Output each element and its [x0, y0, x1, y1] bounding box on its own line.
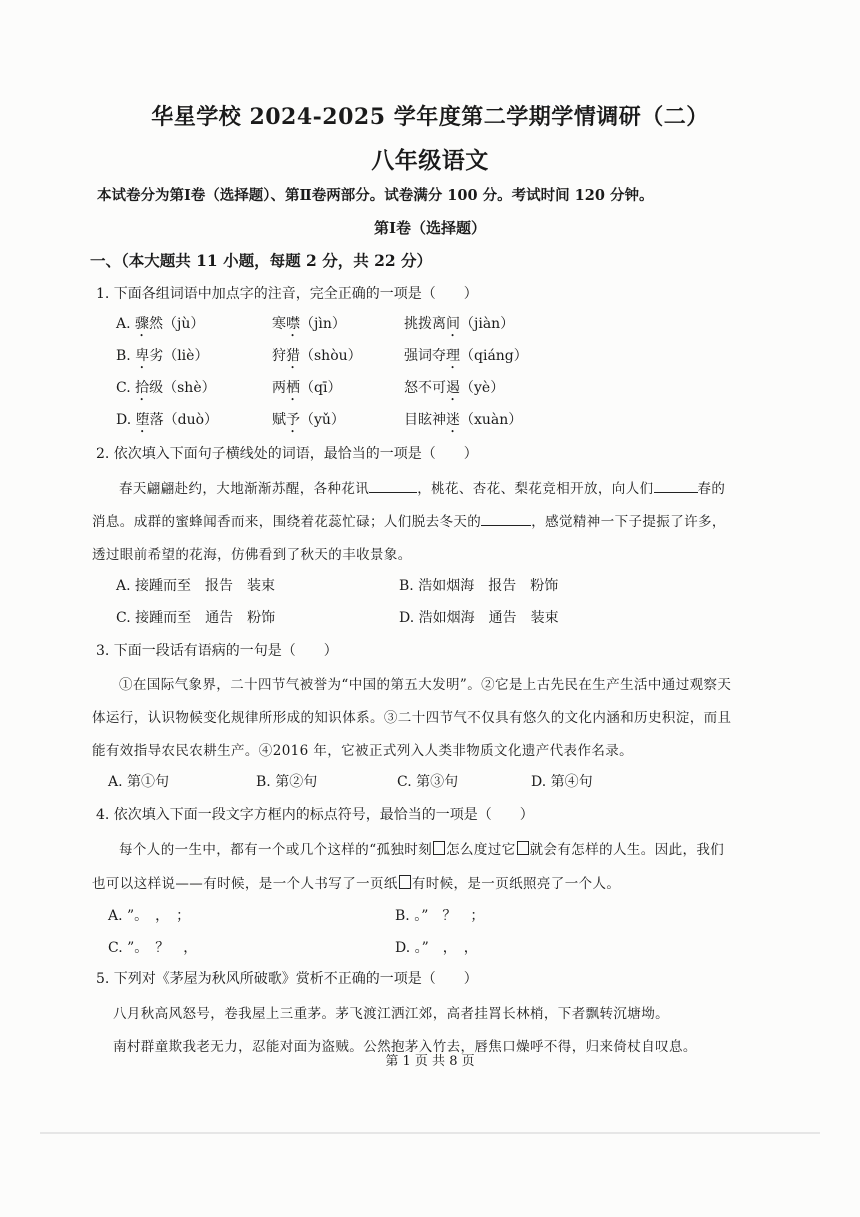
passage-text: 就会有怎样的人生。因此，我们 [529, 842, 725, 858]
option-text: 劣（liè） [149, 348, 209, 364]
exam-instructions: 本试卷分为第Ⅰ卷（选择题）、第Ⅱ卷两部分。试卷满分 100 分。考试时间 120 分钟。 [97, 187, 654, 204]
option-text: 挑拨离 [404, 316, 446, 332]
passage-text: 春的 [697, 481, 726, 497]
question-2-option-b: B. 浩如烟海 报告 粉饰 [399, 578, 559, 594]
dotted-char: 堕 [135, 412, 150, 428]
option-text: 赋 [272, 412, 286, 428]
question-3-option-d: D. 第④句 [531, 774, 593, 790]
passage-text: ，感觉精神一下子提振了许多， [531, 514, 726, 530]
section-title: 一、（本大题共 11 小题，每题 2 分，共 22 分） [90, 251, 433, 270]
option-text: （shòu） [300, 348, 362, 364]
answer-blank [654, 491, 698, 493]
question-2-option-a: A. 接踵而至 报告 装束 [116, 578, 276, 594]
passage-text: 消息。成群的蜜蜂闻香而来，围绕着花蕊忙碌；人们脱去冬天的 [92, 514, 482, 530]
option-text: （qiáng） [460, 348, 528, 364]
question-4-passage-line-1 [119, 838, 724, 858]
option-text: 寒 [272, 316, 286, 332]
option-text: （yǔ） [300, 412, 345, 428]
option-text: （xuàn） [460, 412, 523, 428]
question-4-stem: 4. 依次填入下面一段文字方框内的标点符号，最恰当的一项是（ ） [96, 807, 534, 823]
option-label: B. [116, 348, 131, 364]
passage-text: 每个人的一生中，都有一个或几个这样的“孤独时刻 [119, 842, 433, 858]
question-2-passage-line-2 [92, 510, 726, 530]
answer-blank [369, 491, 417, 493]
option-label: D. [116, 412, 132, 428]
passage-text: 也可以这样说——有时候，是一个人书写了一页纸 [92, 876, 398, 892]
question-3-passage-line-1: ①在国际气象界，二十四节气被誉为“中国的第五大发明”。②它是上古先民在生产生活中通过观察天 [119, 677, 732, 693]
question-2-option-d: D. 浩如烟海 通告 装束 [399, 610, 559, 626]
question-3-option-a: A. 第①句 [108, 774, 170, 790]
question-4-option-c: C. ”。 ？ ， [108, 940, 198, 956]
option-text: 目眩神 [404, 412, 446, 428]
answer-blank [481, 524, 531, 526]
option-text: 落（duò） [149, 412, 219, 428]
question-5-poem-line-1: 八月秋高风怒号，卷我屋上三重茅。茅飞渡江洒江郊，高者挂罥长林梢，下者飘转沉塘坳。 [113, 1006, 669, 1022]
question-4-passage-line-2 [92, 872, 620, 892]
option-text: 狩 [272, 348, 286, 364]
question-2-passage-line-3: 透过眼前希望的花海，仿佛看到了秋天的丰收景象。 [92, 547, 412, 563]
question-4-option-b: B. 。” ？ ； [395, 908, 485, 924]
page-number: 第 1 页 共 8 页 [385, 1054, 475, 1069]
option-text: （yè） [460, 380, 505, 396]
exam-subtitle: 八年级语文 [371, 147, 489, 174]
question-3-passage-line-3: 能有效指导农民农耕生产。④2016 年，它被正式列入人类非物质文化遗产代表作名录。 [92, 743, 634, 759]
question-2-stem: 2. 依次填入下面句子横线处的词语，最恰当的一项是（ ） [96, 446, 478, 462]
exam-title: 华星学校 2024-2025 学年度第二学期学情调研（二） [151, 104, 709, 130]
question-3-passage-line-2: 体运行，认识物候变化规律所形成的知识体系。③二十四节气不仅具有悠久的文化内涵和历史积淀，而且 [92, 710, 732, 726]
question-2-passage-line-1 [119, 477, 725, 497]
option-text: 然（jù） [149, 316, 205, 332]
dotted-char: 理 [446, 348, 460, 364]
question-5-stem: 5. 下列对《茅屋为秋风所破歌》赏析不正确的一项是（ ） [96, 971, 478, 987]
option-text: 强词夺 [404, 348, 446, 364]
dotted-char: 卑 [135, 348, 150, 364]
dotted-char: 拾 [135, 380, 150, 396]
option-label: C. [116, 380, 131, 396]
dotted-char: 猎 [286, 348, 300, 364]
option-text: （jiàn） [460, 316, 515, 332]
scan-edge [40, 1132, 820, 1134]
option-text: 两 [272, 380, 286, 396]
passage-text: 春天翩翩赴约，大地渐渐苏醒，各种花讯 [119, 481, 370, 497]
option-text: 怒不可 [404, 380, 446, 396]
question-4-option-a: A. ”。 ， ； [108, 908, 191, 924]
option-text: 级（shè） [149, 380, 216, 396]
dotted-char: 迷 [446, 412, 460, 428]
dotted-char: 间 [446, 316, 460, 332]
answer-box [399, 875, 411, 889]
question-3-stem: 3. 下面一段话有语病的一句是（ ） [96, 643, 338, 659]
question-1-stem: 1. 下面各组词语中加点字的注音，完全正确的一项是（ ） [96, 286, 478, 302]
part-title: 第Ⅰ卷（选择题） [373, 219, 487, 237]
passage-text: 怎么度过它 [446, 842, 516, 858]
question-3-option-c: C. 第③句 [397, 774, 459, 790]
dotted-char: 予 [286, 412, 300, 428]
question-4-option-d: D. 。” ， ， [395, 940, 478, 956]
option-label: A. [116, 316, 131, 332]
option-text: （jìn） [300, 316, 346, 332]
answer-box [517, 841, 529, 855]
dotted-char: 栖 [286, 380, 300, 396]
dotted-char: 骤 [135, 316, 150, 332]
question-2-option-c: C. 接踵而至 通告 粉饰 [116, 610, 276, 626]
question-5-poem-line-2: 南村群童欺我老无力，忍能对面为盗贼。公然抱茅入竹去，唇焦口燥呼不得，归来倚杖自叹息。 [113, 1039, 697, 1055]
answer-box [433, 841, 445, 855]
passage-text: 有时候，是一页纸照亮了一个人。 [411, 876, 621, 892]
dotted-char: 噤 [286, 316, 300, 332]
option-text: （qī） [300, 380, 342, 396]
question-3-option-b: B. 第②句 [256, 774, 318, 790]
passage-text: ，桃花、杏花、梨花竞相开放，向人们 [417, 481, 654, 497]
dotted-char: 遏 [446, 380, 460, 396]
